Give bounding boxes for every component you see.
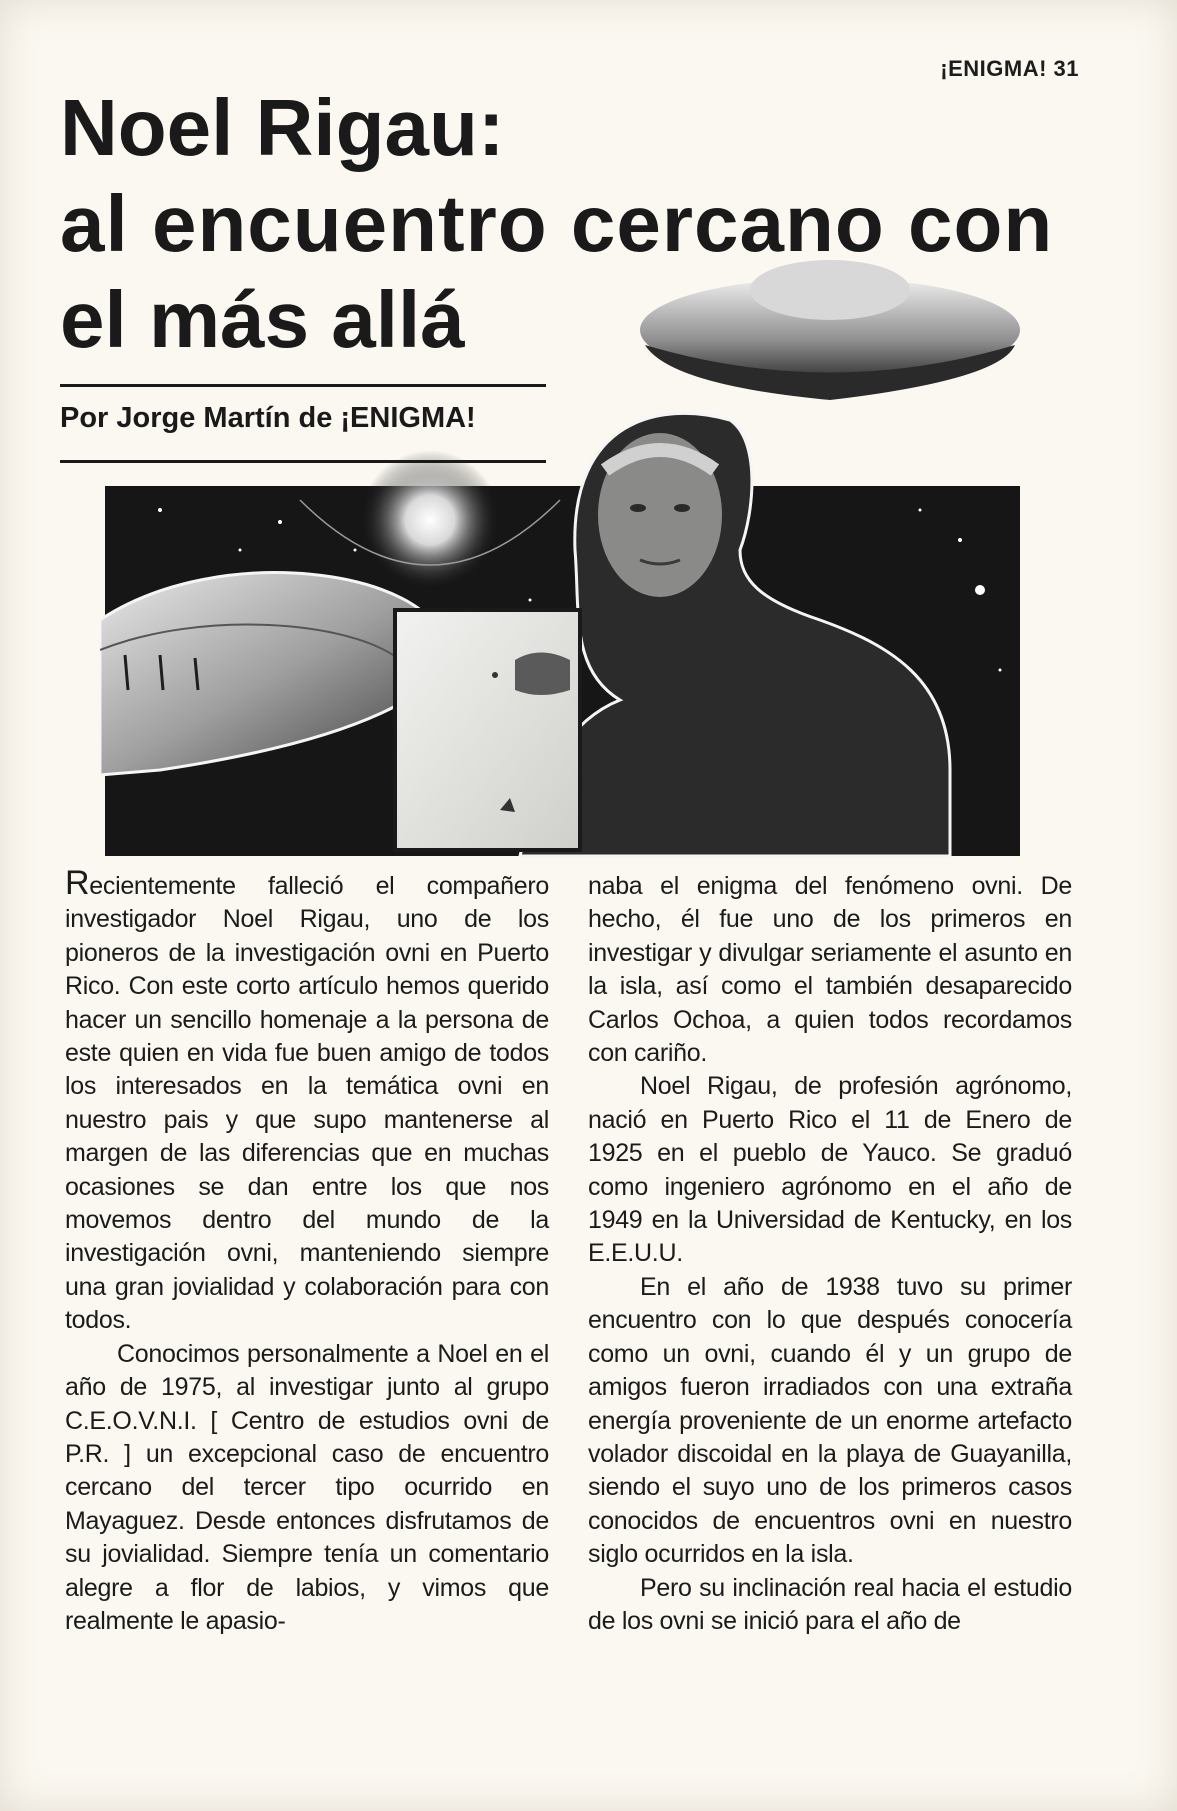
article-byline: Por Jorge Martín de ¡ENIGMA! [60,402,476,434]
title-line-1: Noel Rigau: [60,83,505,172]
byline-bottom-rule [60,460,546,463]
drop-cap: R [65,864,90,902]
paragraph-text: ecientemente falleció el compañero investigador Noel Rigau, uno de los pioneros de la investigación ovni en Puerto Rico. Con este corto artículo hemos querido hacer un sencillo homenaje a la persona de este quien en vida fue buen amigo de todos los interesados en la temática ovni en nuestro pais y que supo mantenerse al margen de las diferencias que en muchas ocasiones se dan entre los que nos movemos dentro del mundo de la investigación ovni, manteniendo siempre una gran jovialidad y colaboración para con todos. [65,872,549,1335]
article-title [60,80,1053,368]
text-column-right [588,870,1072,1638]
paragraph: Conocimos personalmente a Noel en el año de 1975, al investigar junto al grupo C.E.O.V.N.I. [ Centro de estudios ovni de P.R. ] un excepcional caso de encuentro cercano del tercer tipo ocurrido en Mayaguez. Desde entonces disfrutamos de su jovialidad. Siempre tenía un comentario alegre a flor de labios, y vimos que realmente le apasio- [65,1339,549,1635]
title-line-2: al encuentro cercano con [60,179,1054,268]
paragraph: naba el enigma del fenómeno ovni. De hecho, él fue uno de los primeros en investigar y divulgar seriamente el asunto en la isla, así como el también desaparecido Carlos Ochoa, a quien todos recordamos con cariño. [588,872,1072,1068]
paragraph [65,864,549,1338]
paragraph: Pero su inclinación real hacia el estudio de los ovni se inició para el año de [588,1573,1072,1635]
byline-top-rule [60,384,546,387]
text-column-left [65,864,549,1638]
page-folio: ¡ENIGMA! 31 [940,56,1079,81]
title-line-3: el más allá [60,275,465,364]
paragraph: Noel Rigau, de profesión agrónomo, nació en Puerto Rico el 11 de Enero de 1925 en el pueblo de Yauco. Se graduó como ingeniero agrónomo en el año de 1949 en la Universidad de Kentucky, en los E.E.U.U. [588,1072,1072,1268]
paragraph: En el año de 1938 tuvo su primer encuentro con lo que después conocería como un ovni, cuando él y un grupo de amigos fueron irradiados con una extraña energía proveniente de un enorme artefacto volador discoidal en la playa de Guayanilla, siendo el suyo uno de los primeros casos conocidos de encuentros ovni en nuestro siglo ocurridos en la isla. [588,1272,1072,1569]
